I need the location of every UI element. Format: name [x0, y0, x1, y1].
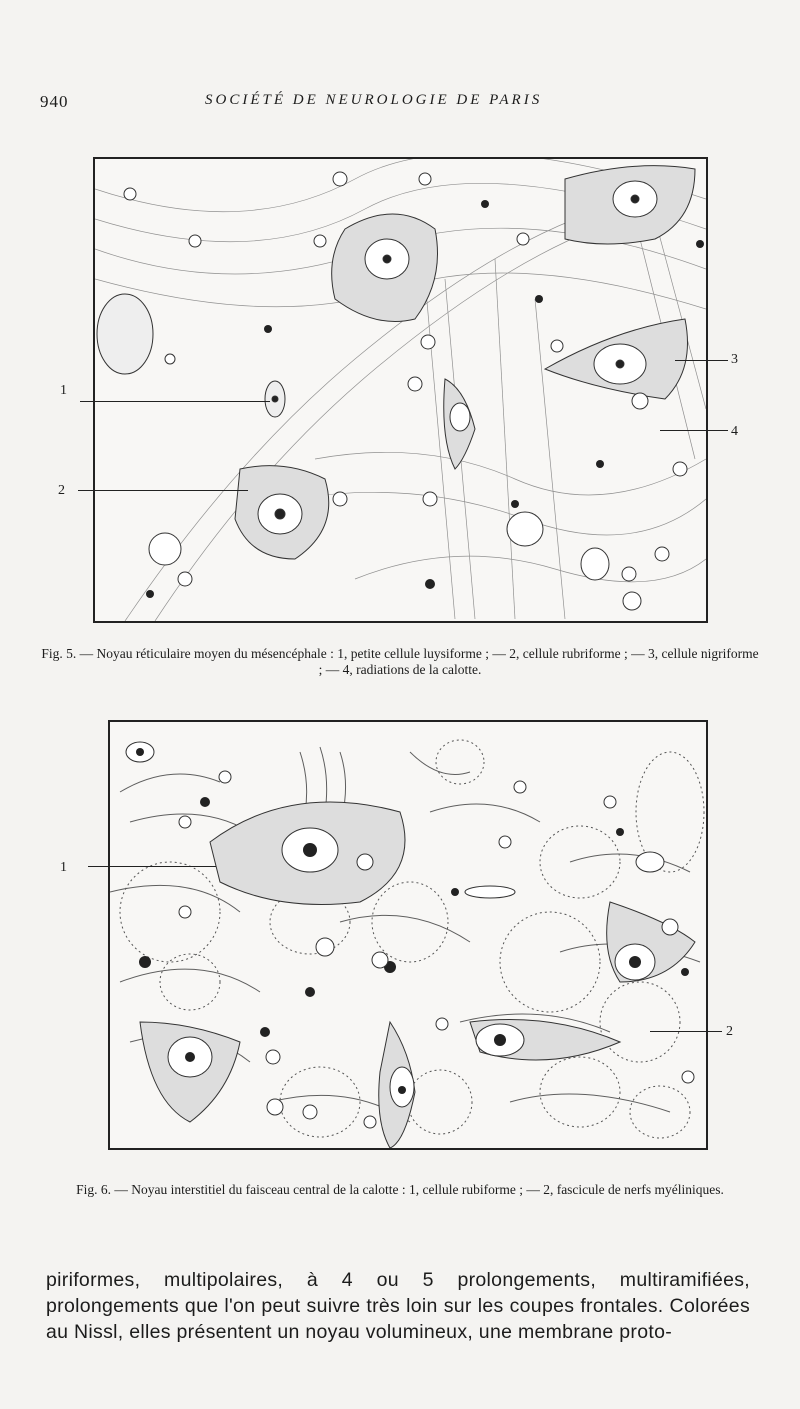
running-head [40, 92, 760, 116]
body-paragraph: piriformes, multipolaires, à 4 ou 5 prolongements, multiramifiées, prolongements que l'on peut suivre très loin sur les coupes frontales. Colorées au Nissl, elles présentent un noyau volumineux, une membrane proto- [46, 1268, 750, 1343]
fig5-callout-1: 1 [60, 383, 67, 398]
fig5-callout-2: 2 [58, 483, 65, 498]
fig5-leader-line-1 [80, 401, 270, 402]
figure-5-drawing [95, 159, 706, 621]
fig5-callout-4: 4 [731, 424, 738, 439]
page-number: 940 [40, 92, 69, 111]
journal-title: SOCIÉTÉ DE NEUROLOGIE DE PARIS [205, 92, 543, 108]
fig5-leader-line-3 [675, 360, 728, 361]
fig5-callout-3: 3 [731, 352, 738, 367]
figure-6-caption: Fig. 6. — Noyau interstitiel du faisceau central de la calotte : 1, cellule rubiforme ; — 2, fascicule de nerfs myéliniques. [76, 1182, 724, 1197]
figure-6-illustration [108, 720, 708, 1150]
fig6-leader-line-2 [650, 1031, 722, 1032]
fig5-leader-line-2 [78, 490, 248, 491]
figure-6-drawing [110, 722, 706, 1148]
fig6-callout-2: 2 [726, 1024, 733, 1039]
fig6-callout-1: 1 [60, 860, 67, 875]
figure-5-illustration [93, 157, 708, 623]
figure-5-caption: Fig. 5. — Noyau réticulaire moyen du mésencéphale : 1, petite cellule luysiforme ; — 2, cellule rubriforme ; — 3, cellule nigriforme ; — 4, radiations de la calotte. [41, 646, 759, 677]
fig6-leader-line-1 [88, 866, 216, 867]
fig5-leader-line-4 [660, 430, 728, 431]
